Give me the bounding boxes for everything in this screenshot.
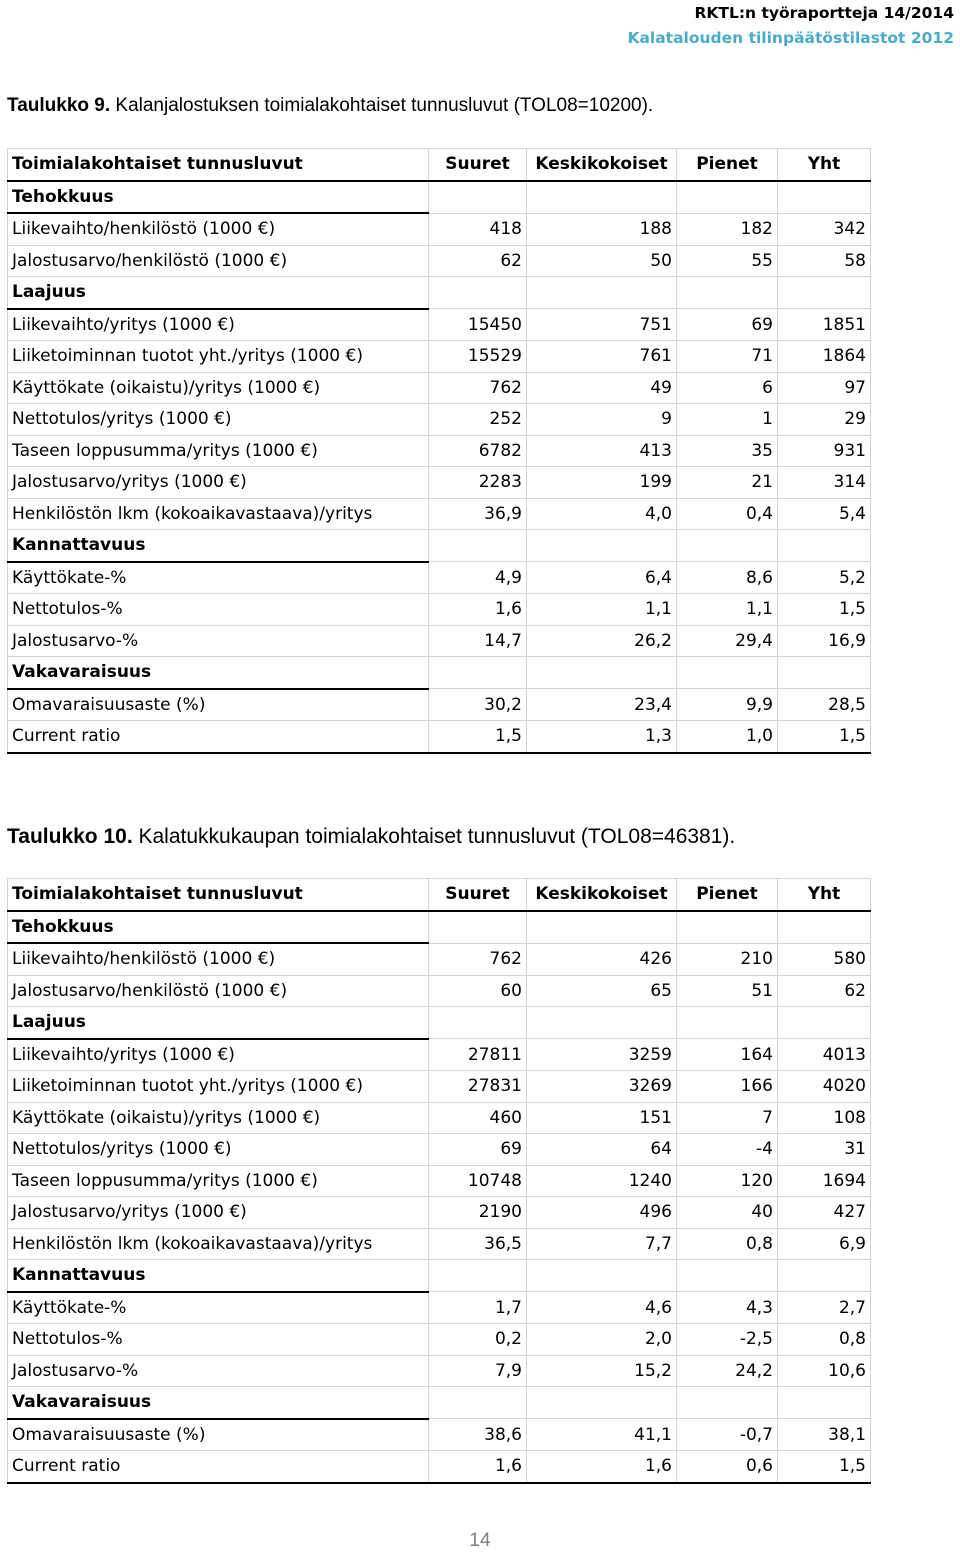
value-cell: 36,5: [429, 1228, 527, 1260]
empty-cell: [527, 1007, 677, 1039]
value-cell: 15,2: [527, 1355, 677, 1387]
table-9-caption-text: Kalanjalostuksen toimialakohtaiset tunnusluvut (TOL08=10200).: [110, 95, 654, 116]
section-row: [8, 657, 871, 689]
value-cell: 29,4: [677, 625, 778, 657]
value-cell: 30,2: [429, 689, 527, 721]
value-cell: 2,7: [778, 1292, 871, 1324]
empty-cell: [677, 1387, 778, 1419]
value-cell: 4,3: [677, 1292, 778, 1324]
table-9: [7, 148, 871, 754]
value-cell: 120: [677, 1165, 778, 1197]
empty-cell: [429, 1007, 527, 1039]
value-cell: 0,4: [677, 498, 778, 530]
table-row: [8, 1419, 871, 1451]
row-label: Jalostusarvo-%: [8, 1355, 429, 1387]
empty-cell: [429, 657, 527, 689]
row-label: Omavaraisuusaste (%): [8, 689, 429, 721]
empty-cell: [778, 911, 871, 944]
section-row: [8, 181, 871, 214]
value-cell: 188: [527, 213, 677, 245]
table-row: [8, 1134, 871, 1166]
row-label: Jalostusarvo/yritys (1000 €): [8, 467, 429, 499]
empty-cell: [527, 277, 677, 309]
value-cell: 26,2: [527, 625, 677, 657]
value-cell: -0,7: [677, 1419, 778, 1451]
value-cell: 342: [778, 213, 871, 245]
value-cell: 0,2: [429, 1324, 527, 1356]
value-cell: 7,7: [527, 1228, 677, 1260]
section-row: [8, 1387, 871, 1419]
value-cell: 0,8: [778, 1324, 871, 1356]
table-header-row: [8, 879, 871, 911]
value-cell: 496: [527, 1197, 677, 1229]
table-10-caption-text: Kalatukkukaupan toimialakohtaiset tunnusluvut (TOL08=46381).: [132, 825, 736, 848]
column-header: Suuret: [429, 879, 527, 911]
section-label: Kannattavuus: [8, 530, 429, 562]
value-cell: -4: [677, 1134, 778, 1166]
table-row: [8, 404, 871, 436]
value-cell: 426: [527, 943, 677, 975]
value-cell: 28,5: [778, 689, 871, 721]
value-cell: 60: [429, 975, 527, 1007]
empty-cell: [778, 1260, 871, 1292]
page-number: 14: [469, 1530, 491, 1551]
row-label: Omavaraisuusaste (%): [8, 1419, 429, 1451]
table-row: [8, 625, 871, 657]
empty-cell: [429, 277, 527, 309]
column-header: Yht: [778, 879, 871, 911]
value-cell: 10748: [429, 1165, 527, 1197]
value-cell: -2,5: [677, 1324, 778, 1356]
value-cell: 6782: [429, 435, 527, 467]
value-cell: 1,1: [527, 594, 677, 626]
value-cell: 427: [778, 1197, 871, 1229]
value-cell: 1,0: [677, 721, 778, 753]
value-cell: 1,6: [429, 594, 527, 626]
row-label: Jalostusarvo/henkilöstö (1000 €): [8, 245, 429, 277]
table-row: [8, 1102, 871, 1134]
row-label: Jalostusarvo/yritys (1000 €): [8, 1197, 429, 1229]
value-cell: 4,6: [527, 1292, 677, 1324]
value-cell: 751: [527, 309, 677, 341]
value-cell: 21: [677, 467, 778, 499]
column-header-label: Toimialakohtaiset tunnusluvut: [8, 149, 429, 181]
table-9-caption: [7, 95, 653, 117]
row-label: Nettotulos-%: [8, 1324, 429, 1356]
table-row: [8, 721, 871, 753]
value-cell: 418: [429, 213, 527, 245]
table-row: [8, 943, 871, 975]
column-header: Pienet: [677, 879, 778, 911]
value-cell: 38,6: [429, 1419, 527, 1451]
column-header: Keskikokoiset: [527, 879, 677, 911]
empty-cell: [677, 1007, 778, 1039]
value-cell: 761: [527, 341, 677, 373]
value-cell: 580: [778, 943, 871, 975]
section-label: Kannattavuus: [8, 1260, 429, 1292]
empty-cell: [778, 277, 871, 309]
value-cell: 38,1: [778, 1419, 871, 1451]
value-cell: 55: [677, 245, 778, 277]
empty-cell: [677, 277, 778, 309]
value-cell: 23,4: [527, 689, 677, 721]
table-row: [8, 435, 871, 467]
empty-cell: [429, 530, 527, 562]
value-cell: 40: [677, 1197, 778, 1229]
value-cell: 1: [677, 404, 778, 436]
section-row: [8, 1260, 871, 1292]
empty-cell: [778, 181, 871, 214]
value-cell: 7: [677, 1102, 778, 1134]
table-row: [8, 1228, 871, 1260]
value-cell: 4,0: [527, 498, 677, 530]
value-cell: 65: [527, 975, 677, 1007]
value-cell: 58: [778, 245, 871, 277]
table-row: [8, 1039, 871, 1071]
value-cell: 1,5: [429, 721, 527, 753]
value-cell: 8,6: [677, 562, 778, 594]
column-header: Suuret: [429, 149, 527, 181]
value-cell: 1,7: [429, 1292, 527, 1324]
table-row: [8, 1165, 871, 1197]
row-label: Käyttökate-%: [8, 562, 429, 594]
value-cell: 14,7: [429, 625, 527, 657]
section-row: [8, 911, 871, 944]
value-cell: 210: [677, 943, 778, 975]
empty-cell: [778, 657, 871, 689]
value-cell: 10,6: [778, 1355, 871, 1387]
value-cell: 1694: [778, 1165, 871, 1197]
empty-cell: [527, 657, 677, 689]
table-10-caption: [7, 825, 735, 849]
row-label: Henkilöstön lkm (kokoaikavastaava)/yritys: [8, 498, 429, 530]
row-label: Liiketoiminnan tuotot yht./yritys (1000 €): [8, 341, 429, 373]
value-cell: 1,6: [429, 1451, 527, 1483]
empty-cell: [429, 911, 527, 944]
empty-cell: [677, 657, 778, 689]
value-cell: 182: [677, 213, 778, 245]
value-cell: 36,9: [429, 498, 527, 530]
value-cell: 64: [527, 1134, 677, 1166]
value-cell: 1864: [778, 341, 871, 373]
value-cell: 1851: [778, 309, 871, 341]
table-row: [8, 245, 871, 277]
report-subtitle: Kalatalouden tilinpäätöstilastot 2012: [627, 29, 954, 47]
table-row: [8, 1071, 871, 1103]
value-cell: 41,1: [527, 1419, 677, 1451]
column-header: Yht: [778, 149, 871, 181]
row-label: Käyttökate-%: [8, 1292, 429, 1324]
value-cell: 151: [527, 1102, 677, 1134]
table-row: [8, 594, 871, 626]
value-cell: 35: [677, 435, 778, 467]
report-series: RKTL:n työraportteja 14/2014: [694, 4, 954, 22]
empty-cell: [778, 1387, 871, 1419]
row-label: Käyttökate (oikaistu)/yritys (1000 €): [8, 1102, 429, 1134]
row-label: Liiketoiminnan tuotot yht./yritys (1000 €): [8, 1071, 429, 1103]
table-row: [8, 309, 871, 341]
value-cell: 6: [677, 372, 778, 404]
empty-cell: [677, 181, 778, 214]
value-cell: 1,3: [527, 721, 677, 753]
row-label: Liikevaihto/henkilöstö (1000 €): [8, 943, 429, 975]
section-label: Tehokkuus: [8, 911, 429, 944]
row-label: Liikevaihto/yritys (1000 €): [8, 309, 429, 341]
empty-cell: [429, 181, 527, 214]
table-row: [8, 498, 871, 530]
empty-cell: [429, 1387, 527, 1419]
table-row: [8, 1451, 871, 1483]
empty-cell: [429, 1260, 527, 1292]
value-cell: 97: [778, 372, 871, 404]
value-cell: 3269: [527, 1071, 677, 1103]
row-label: Taseen loppusumma/yritys (1000 €): [8, 435, 429, 467]
table-row: [8, 213, 871, 245]
value-cell: 6,9: [778, 1228, 871, 1260]
table-row: [8, 341, 871, 373]
value-cell: 2,0: [527, 1324, 677, 1356]
value-cell: 62: [429, 245, 527, 277]
value-cell: 1240: [527, 1165, 677, 1197]
section-label: Vakavaraisuus: [8, 1387, 429, 1419]
empty-cell: [677, 530, 778, 562]
value-cell: 27811: [429, 1039, 527, 1071]
value-cell: 314: [778, 467, 871, 499]
table-row: [8, 975, 871, 1007]
value-cell: 49: [527, 372, 677, 404]
empty-cell: [527, 181, 677, 214]
value-cell: 460: [429, 1102, 527, 1134]
section-row: [8, 530, 871, 562]
value-cell: 2190: [429, 1197, 527, 1229]
section-label: Laajuus: [8, 1007, 429, 1039]
table-10: [7, 878, 871, 1484]
table-row: [8, 689, 871, 721]
empty-cell: [527, 911, 677, 944]
value-cell: 413: [527, 435, 677, 467]
row-label: Jalostusarvo-%: [8, 625, 429, 657]
table-row: [8, 372, 871, 404]
section-label: Tehokkuus: [8, 181, 429, 214]
empty-cell: [527, 1387, 677, 1419]
row-label: Current ratio: [8, 1451, 429, 1483]
value-cell: 15529: [429, 341, 527, 373]
value-cell: 4020: [778, 1071, 871, 1103]
section-row: [8, 1007, 871, 1039]
value-cell: 2283: [429, 467, 527, 499]
value-cell: 252: [429, 404, 527, 436]
value-cell: 24,2: [677, 1355, 778, 1387]
section-label: Laajuus: [8, 277, 429, 309]
value-cell: 931: [778, 435, 871, 467]
section-row: [8, 277, 871, 309]
column-header: Keskikokoiset: [527, 149, 677, 181]
value-cell: 166: [677, 1071, 778, 1103]
row-label: Nettotulos-%: [8, 594, 429, 626]
value-cell: 199: [527, 467, 677, 499]
value-cell: 7,9: [429, 1355, 527, 1387]
value-cell: 4,9: [429, 562, 527, 594]
row-label: Jalostusarvo/henkilöstö (1000 €): [8, 975, 429, 1007]
value-cell: 16,9: [778, 625, 871, 657]
row-label: Nettotulos/yritys (1000 €): [8, 1134, 429, 1166]
value-cell: 5,4: [778, 498, 871, 530]
value-cell: 0,8: [677, 1228, 778, 1260]
table-row: [8, 1324, 871, 1356]
table-row: [8, 1197, 871, 1229]
value-cell: 762: [429, 943, 527, 975]
empty-cell: [677, 1260, 778, 1292]
empty-cell: [778, 1007, 871, 1039]
value-cell: 29: [778, 404, 871, 436]
table-row: [8, 467, 871, 499]
row-label: Taseen loppusumma/yritys (1000 €): [8, 1165, 429, 1197]
value-cell: 4013: [778, 1039, 871, 1071]
table-row: [8, 562, 871, 594]
value-cell: 15450: [429, 309, 527, 341]
value-cell: 1,5: [778, 721, 871, 753]
table-9-caption-label: Taulukko 9.: [7, 95, 111, 116]
value-cell: 27831: [429, 1071, 527, 1103]
value-cell: 0,6: [677, 1451, 778, 1483]
value-cell: 6,4: [527, 562, 677, 594]
value-cell: 9,9: [677, 689, 778, 721]
empty-cell: [527, 530, 677, 562]
empty-cell: [527, 1260, 677, 1292]
value-cell: 1,5: [778, 594, 871, 626]
value-cell: 1,6: [527, 1451, 677, 1483]
empty-cell: [677, 911, 778, 944]
value-cell: 5,2: [778, 562, 871, 594]
value-cell: 69: [677, 309, 778, 341]
row-label: Henkilöstön lkm (kokoaikavastaava)/yritys: [8, 1228, 429, 1260]
value-cell: 51: [677, 975, 778, 1007]
column-header: Pienet: [677, 149, 778, 181]
row-label: Nettotulos/yritys (1000 €): [8, 404, 429, 436]
row-label: Liikevaihto/yritys (1000 €): [8, 1039, 429, 1071]
value-cell: 9: [527, 404, 677, 436]
row-label: Käyttökate (oikaistu)/yritys (1000 €): [8, 372, 429, 404]
section-label: Vakavaraisuus: [8, 657, 429, 689]
value-cell: 69: [429, 1134, 527, 1166]
value-cell: 31: [778, 1134, 871, 1166]
value-cell: 762: [429, 372, 527, 404]
page-header: [627, 1, 954, 51]
row-label: Liikevaihto/henkilöstö (1000 €): [8, 213, 429, 245]
value-cell: 50: [527, 245, 677, 277]
row-label: Current ratio: [8, 721, 429, 753]
column-header-label: Toimialakohtaiset tunnusluvut: [8, 879, 429, 911]
value-cell: 1,5: [778, 1451, 871, 1483]
table-row: [8, 1292, 871, 1324]
value-cell: 108: [778, 1102, 871, 1134]
table-header-row: [8, 149, 871, 181]
value-cell: 62: [778, 975, 871, 1007]
value-cell: 3259: [527, 1039, 677, 1071]
table-10-caption-label: Taulukko 10.: [7, 825, 133, 848]
value-cell: 164: [677, 1039, 778, 1071]
value-cell: 1,1: [677, 594, 778, 626]
empty-cell: [778, 530, 871, 562]
table-row: [8, 1355, 871, 1387]
value-cell: 71: [677, 341, 778, 373]
